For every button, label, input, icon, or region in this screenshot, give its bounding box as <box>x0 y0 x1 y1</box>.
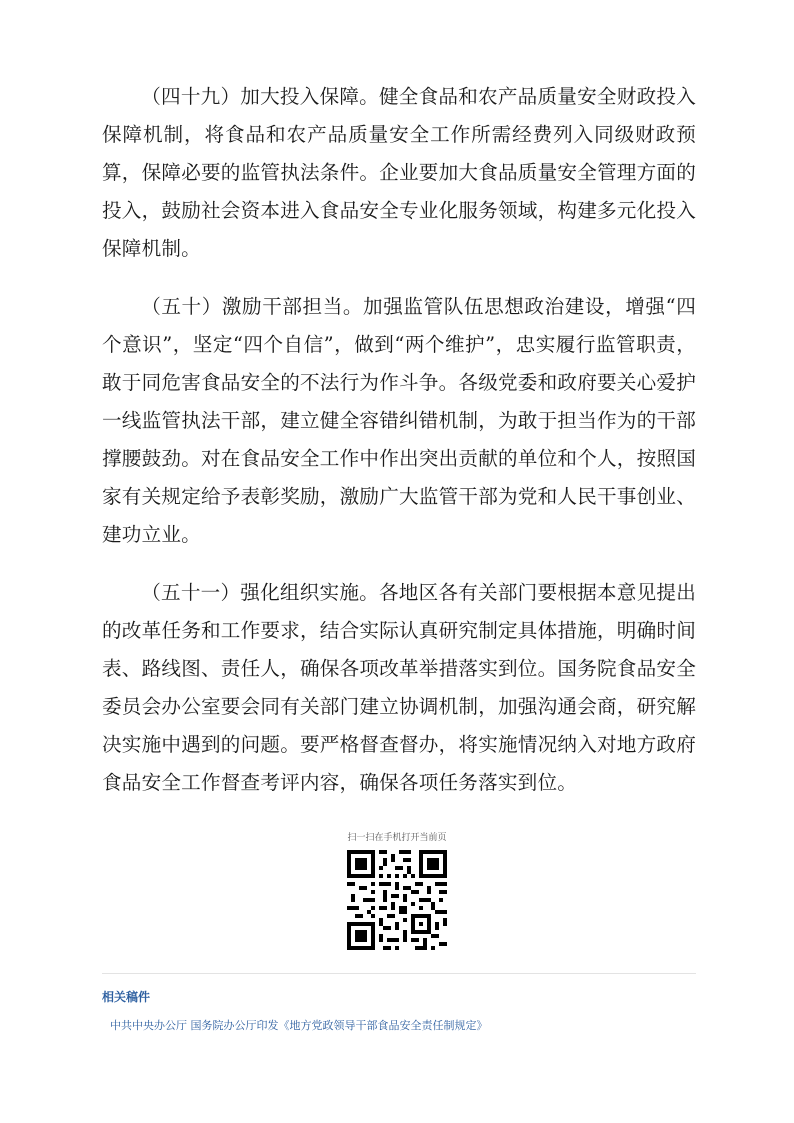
related-articles-heading: 相关稿件 <box>102 990 151 1004</box>
related-articles-list <box>110 1018 488 1034</box>
qr-caption: 扫一扫在手机打开当前页 <box>347 833 447 843</box>
article-paragraph: （五十）激励干部担当。加强监管队伍思想政治建设，增强“四个意识”，坚定“四个自信”，做到“两个维护”，忠实履行监管职责，敢于同危害食品安全的不法行为作斗争。各级党委和政府要关心爱护一线监管执法干部，建立健全容错纠错机制，为敢于担当作为的干部撑腰鼓劲。对在食品安全工作中作出突出贡献的单位和个人，按照国家有关规定给予表彰奖励，激励广大监管干部为党和人民干事创业、建功立业。 <box>102 295 696 546</box>
article-paragraph: （四十九）加大投入保障。健全食品和农产品质量安全财政投入保障机制，将食品和农产品质量安全工作所需经费列入同级财政预算，保障必要的监管执法条件。企业要加大食品质量安全管理方面的投入，鼓励社会资本进入食品安全专业化服务领域，构建多元化投入保障机制。 <box>102 85 696 260</box>
divider <box>102 973 696 974</box>
related-article-link[interactable]: 中共中央办公厅 国务院办公厅印发《地方党政领导干部食品安全责任制规定》 <box>110 1019 488 1032</box>
qr-code-icon[interactable] <box>347 850 447 950</box>
qr-section <box>0 832 794 954</box>
article-body <box>102 78 696 822</box>
article-paragraph: （五十一）强化组织实施。各地区各有关部门要根据本意见提出的改革任务和工作要求，结合实际认真研究制定具体措施，明确时间表、路线图、责任人，确保各项改革举措落实到位。国务院食品安全委员会办公室要会同有关部门建立协调机制，加强沟通会商，研究解决实施中遇到的问题。要严格督查督办，将实施情况纳入对地方政府食品安全工作督查考评内容，确保各项任务落实到位。 <box>102 581 696 794</box>
